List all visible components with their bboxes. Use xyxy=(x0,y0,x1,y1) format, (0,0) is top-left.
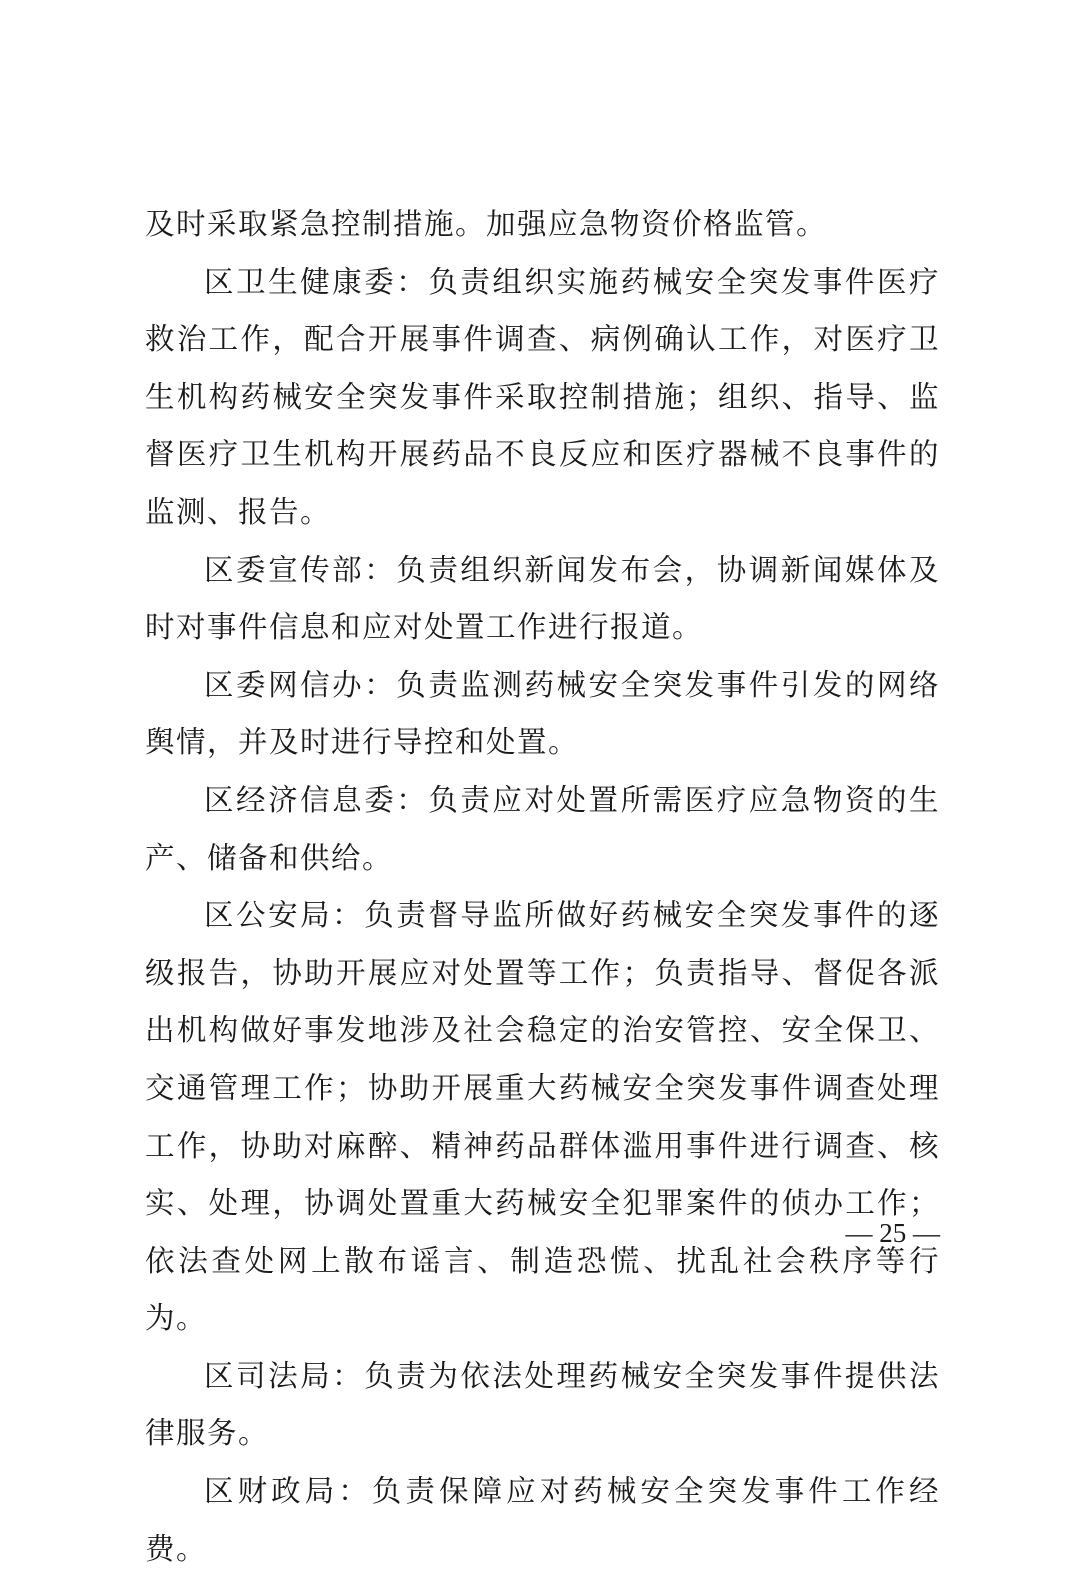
paragraph-publicity-department: 区委宣传部：负责组织新闻发布会，协调新闻媒体及时对事件信息和应对处置工作进行报道。 xyxy=(145,552,940,645)
paragraph-continuation: 及时采取紧急控制措施。加强应急物资价格监管。 xyxy=(145,207,828,241)
body-text xyxy=(145,196,940,1578)
paragraph-cyberspace-office: 区委网信办：负责监测药械安全突发事件引发的网络舆情，并及时进行导控和处置。 xyxy=(145,667,940,760)
paragraph-public-security: 区公安局：负责督导监所做好药械安全突发事件的逐级报告，协助开展应对处置等工作；负责指导、督促各派出机构做好事发地涉及社会稳定的治安管控、安全保卫、交通管理工作；协助开展重大药械安全突发事件调查处理工作，协助对麻醉、精神药品群体滥用事件进行调查、核实、处理，协调处置重大药械安全犯罪案件的侦办工作；依法查处网上散布谣言、制造恐慌、扰乱社会秩序等行为。 xyxy=(145,898,940,1336)
paragraph-justice-bureau: 区司法局：负责为依法处理药械安全突发事件提供法律服务。 xyxy=(145,1358,940,1451)
page-number: — 25 — xyxy=(845,1218,940,1248)
paragraph-economy-commission: 区经济信息委：负责应对处置所需医疗应急物资的生产、储备和供给。 xyxy=(145,782,940,875)
paragraph-finance-bureau: 区财政局：负责保障应对药械安全突发事件工作经费。 xyxy=(145,1474,940,1566)
paragraph-health-commission: 区卫生健康委：负责组织实施药械安全突发事件医疗救治工作，配合开展事件调查、病例确认工作，对医疗卫生机构药械安全突发事件采取控制措施；组织、指导、监督医疗卫生机构开展药品不良反应和医疗器械不良事件的监测、报告。 xyxy=(145,264,940,529)
